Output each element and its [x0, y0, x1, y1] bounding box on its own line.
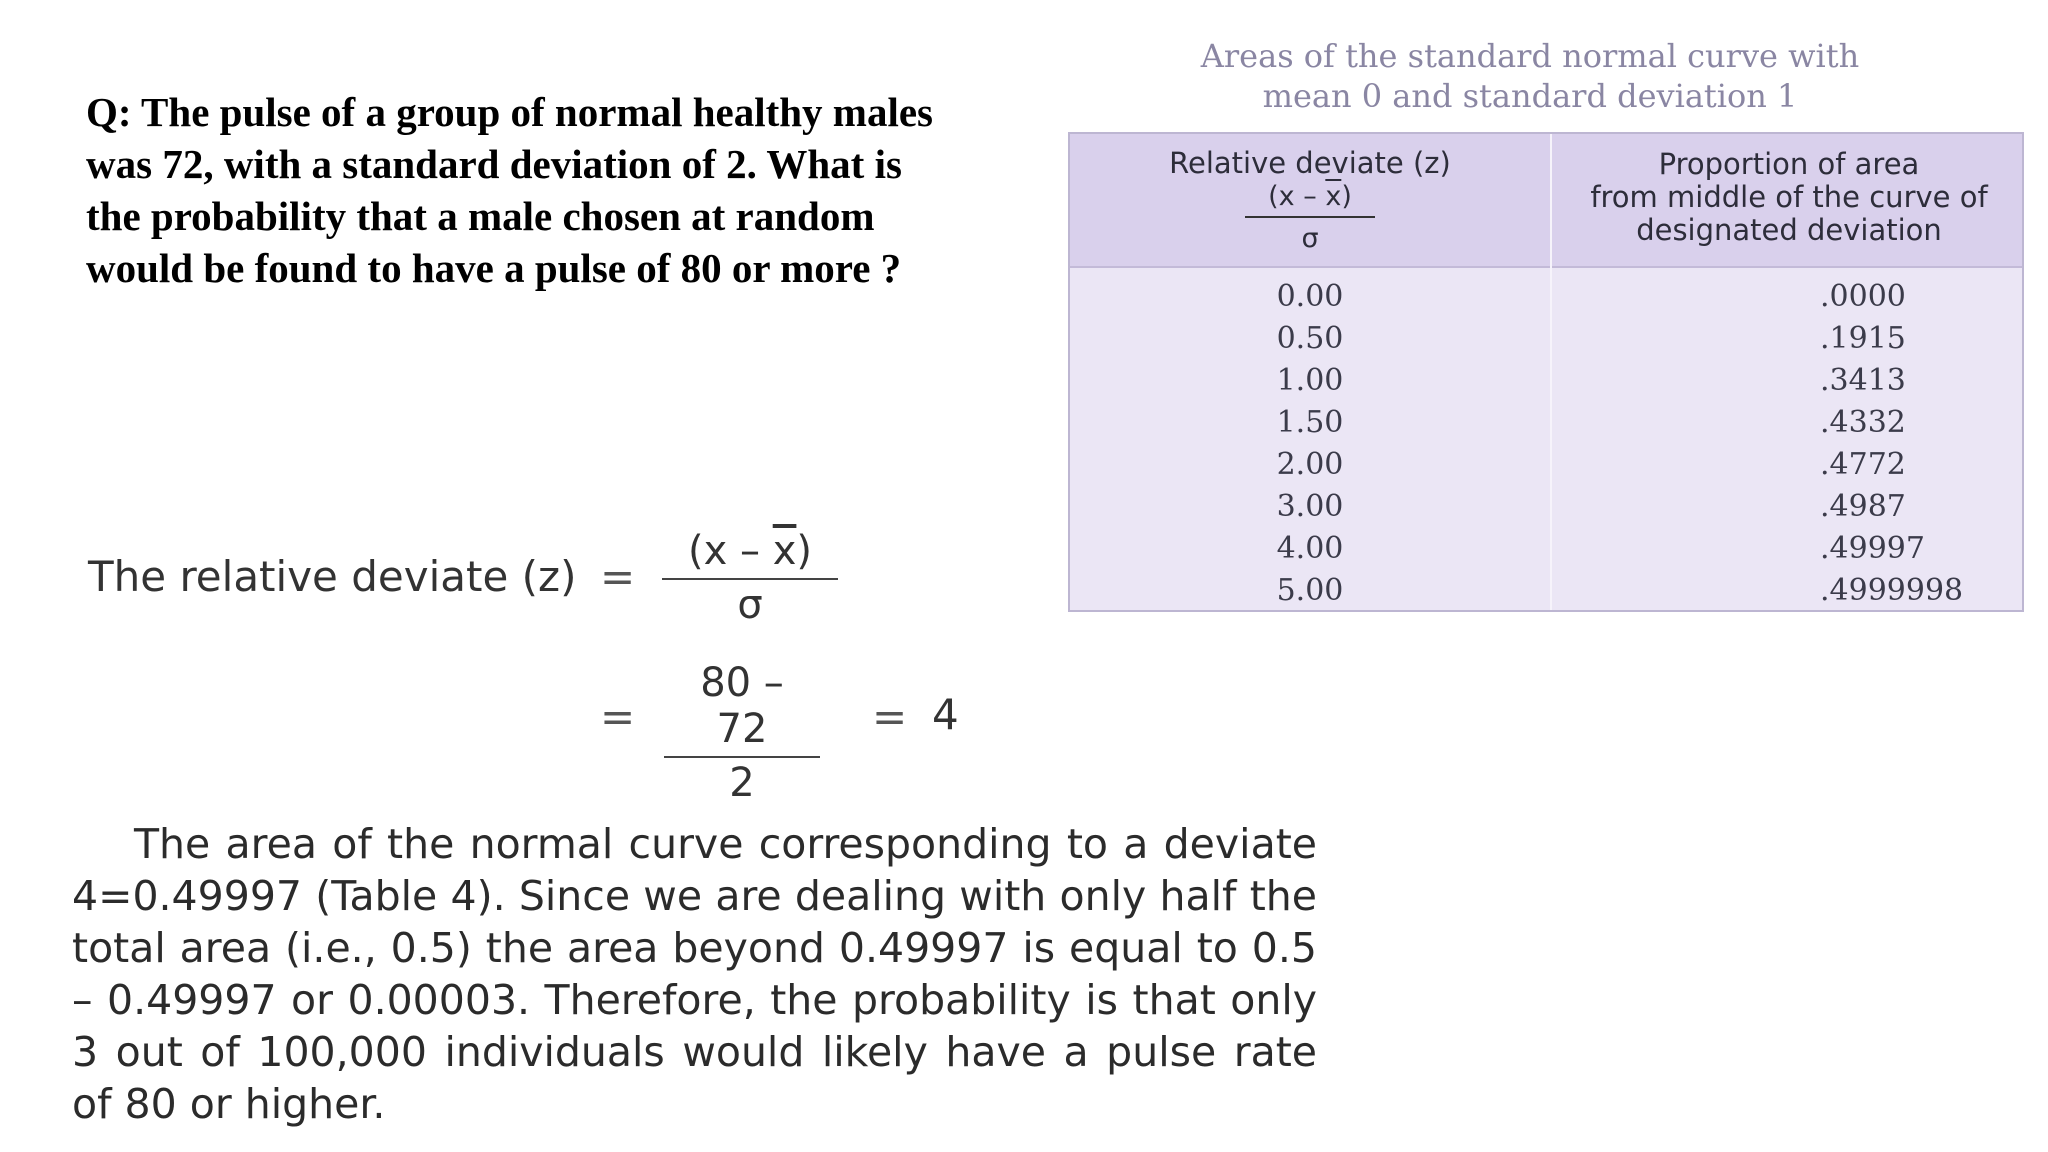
proportion-column [1552, 276, 2026, 612]
fraction-values-denominator: 2 [729, 760, 755, 806]
z-table [1068, 132, 2024, 612]
z-value-cell: 2.00 [1276, 447, 1344, 482]
z-value-cell: 4.00 [1276, 531, 1344, 566]
proportion-cell: .4987 [1820, 489, 1906, 524]
z-value-cell: 1.50 [1276, 405, 1344, 440]
proportion-cell: .1915 [1820, 321, 1906, 356]
z-result: 4 [932, 690, 959, 739]
fraction-formula-numerator: $(x - \overline{x})$ [688, 528, 812, 574]
proportion-cell: .4999998 [1820, 573, 1964, 608]
table-caption-line1: Areas of the standard normal curve with [1200, 37, 1860, 75]
z-values-column [1070, 276, 1550, 612]
equals-sign-1: = [600, 552, 636, 601]
equals-sign-3: = [872, 692, 908, 741]
table-caption-line2: mean 0 and standard deviation 1 [1262, 77, 1798, 115]
header-relative-deviate: Relative deviate (z) $(x - \overline{x})$ σ [1169, 146, 1451, 254]
z-value-cell: 3.00 [1276, 489, 1344, 524]
z-value-cell: 0.00 [1276, 279, 1344, 314]
relative-deviate-label: The relative deviate (z) [88, 552, 577, 601]
proportion-cell: .3413 [1820, 363, 1906, 398]
equals-sign-2: = [600, 692, 636, 741]
proportion-cell: .4332 [1820, 405, 1906, 440]
z-value-cell: 5.00 [1276, 573, 1344, 608]
explanation-paragraph: The area of the normal curve corresponding to a deviate 4=0.49997 (Table 4). Since we are dealing with only half the total area (i.e., 0.5) the area beyond 0.49997 is equal to 0.5 – 0.49997 or 0.00003. Therefore, the probability is that only 3 out of 100,000 individuals would likely have a pulse rate of 80 or higher. [72, 820, 1317, 1128]
fraction-formula-denominator: σ [737, 582, 763, 628]
fraction-formula [662, 528, 838, 628]
question-text: Q: The pulse of a group of normal healthy males was 72, with a standard deviation of 2. What is the probability that a male chosen at random would be found to have a pulse of 80 or more ? [86, 89, 934, 291]
z-value-cell: 1.00 [1276, 363, 1344, 398]
header-proportion: Proportion of area from middle of the curve of designated deviation [1590, 147, 1988, 247]
proportion-cell: .0000 [1820, 279, 1906, 314]
proportion-cell: .4772 [1820, 447, 1906, 482]
table-caption [1140, 36, 1920, 116]
z-value-cell: 0.50 [1276, 321, 1344, 356]
fraction-values-numerator: 80 – 72 [700, 660, 784, 752]
fraction-values [664, 660, 820, 806]
proportion-cell: .49997 [1820, 531, 1925, 566]
header-formula: $(x - \overline{x})$ σ [1245, 180, 1375, 256]
